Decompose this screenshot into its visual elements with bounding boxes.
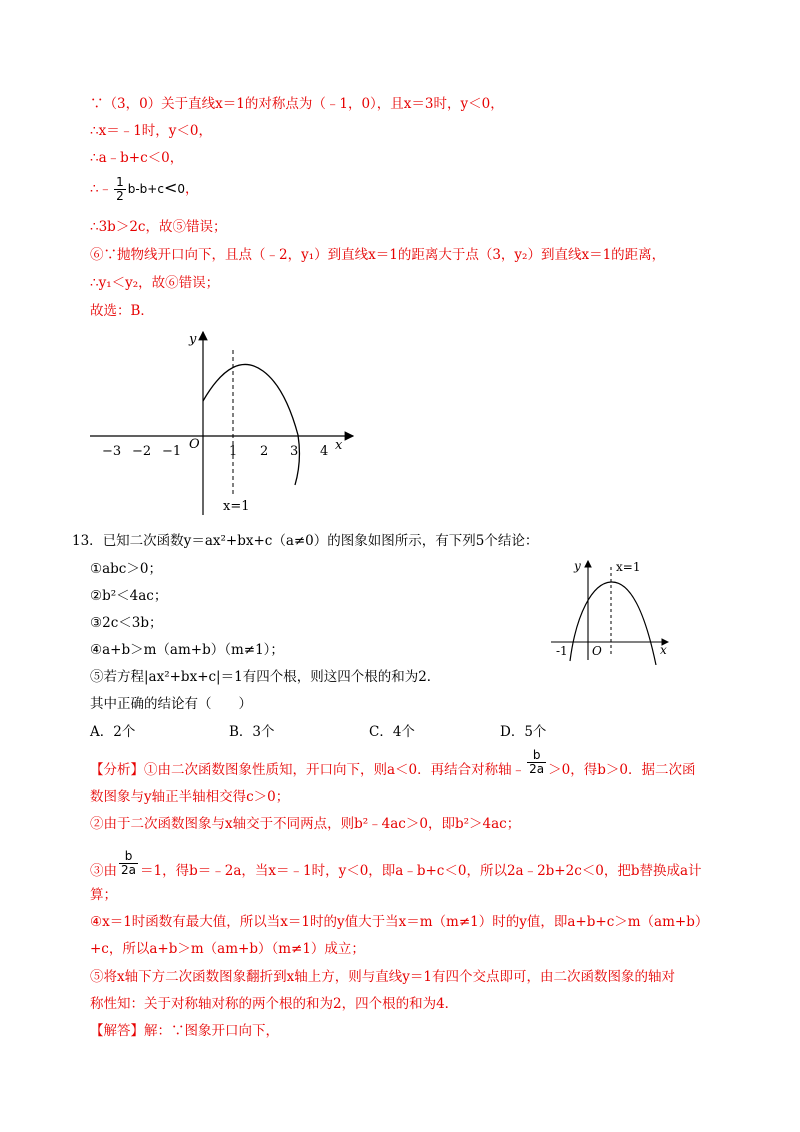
- line4-end: ，: [185, 181, 199, 197]
- origin-label: O: [592, 644, 602, 658]
- fraction-b-over-2a: [527, 749, 546, 776]
- y-axis-label: y: [189, 332, 197, 347]
- line4-suffix: b-b+c: [127, 182, 164, 196]
- parabola-graph-2: [548, 555, 678, 665]
- question-text: 已知二次函数y＝ax²+bx+c（a≠0）的图象如图所示，有下列5个结论：: [102, 533, 539, 549]
- answer-tag: 【解答】: [90, 1023, 144, 1039]
- fraction-neg-b-over-2a: [119, 850, 138, 877]
- option-b: B．3个: [229, 724, 275, 740]
- y-axis-label: y: [574, 559, 581, 573]
- statement-5: ⑤若方程|ax²+bx+c|＝1有四个根，则这四个根的和为2．: [90, 669, 441, 685]
- frac-numerator: b: [527, 749, 546, 763]
- analysis-p2: ②由于二次函数图象与x轴交于不同两点，则b²﹣4ac＞0，即b²＞4ac；: [90, 816, 521, 832]
- origin-label: O: [189, 437, 200, 452]
- answer-line: [90, 1021, 279, 1041]
- solution-line-4: [90, 176, 199, 203]
- analysis-tag: 【分析】: [90, 762, 144, 778]
- frac-numerator: 1: [116, 175, 124, 189]
- statement-4: ④a+b＞m（am+b）（m≠1）；: [90, 642, 284, 658]
- analysis-p3: [90, 849, 702, 885]
- statement-3: ③2c＜3b；: [90, 615, 163, 631]
- analysis-p1a: ①由二次函数图象性质知，开口向下，则a＜0．再结合对称轴﹣: [144, 762, 526, 778]
- analysis-p4-cont: +c，所以a+b＞m（am+b）（m≠1）成立；: [90, 941, 365, 957]
- line4-prefix: ∴﹣: [90, 181, 113, 197]
- solution-line-6: ⑥∵抛物线开口向下，且点（﹣2，y₁）到直线x＝1的距离大于点（3，y₂）到直线x＝1的距离，: [90, 247, 666, 263]
- statement-1: ①abc＞0；: [90, 561, 162, 577]
- option-d: D．5个: [500, 724, 547, 740]
- parabola-curve: [203, 364, 299, 485]
- tick-neg2: −2: [132, 444, 152, 459]
- analysis-p5-cont: 称性知：关于对称轴对称的两个根的和为2，四个根的和为4．: [90, 996, 459, 1012]
- question-stem: [72, 531, 538, 551]
- parabola-curve: [570, 582, 656, 665]
- question-prompt: 其中正确的结论有（ ）: [90, 696, 252, 712]
- frac-numerator: b: [119, 850, 138, 864]
- question-number: 13．: [72, 533, 103, 549]
- tick-4: 4: [320, 444, 329, 459]
- analysis-p5: ⑤将x轴下方二次函数图象翻折到x轴上方，则与直线y＝1有四个交点即可，由二次函数图象的轴对: [90, 969, 675, 985]
- x-axis-label: x: [660, 643, 667, 657]
- analysis-p3b: ＝1，得b＝﹣2a，当x＝﹣1时，y＜0，即a﹣b+c＜0，所以2a﹣2b+2c＜0，把b替换成a计: [140, 863, 702, 879]
- solution-line-8: 故选：B．: [90, 303, 154, 319]
- frac-denominator: 2a: [121, 863, 136, 877]
- solution-line-3: ∴a﹣b+c＜0，: [90, 150, 184, 166]
- analysis-p3-cont: 算；: [90, 887, 117, 903]
- analysis-p1b: ＞0，得b＞0．据二次函: [548, 762, 696, 778]
- symmetry-axis-label: x=1: [616, 560, 641, 574]
- analysis-p3a: ③由: [90, 863, 117, 879]
- analysis-p1-cont: 数图象与y轴正半轴相交得c＞0；: [90, 789, 290, 805]
- symmetry-axis-label: x=1: [223, 499, 250, 514]
- option-a: A．2个: [90, 724, 136, 740]
- tick-neg3: −3: [102, 444, 122, 459]
- x-axis-label: x: [335, 438, 343, 453]
- solution-line-1: ∵（3，0）关于直线x＝1的对称点为（﹣1，0），且x＝3时，y＜0，: [90, 96, 504, 112]
- tick-3: 3: [290, 444, 299, 459]
- frac-denominator: 2a: [529, 762, 545, 776]
- zero: 0: [177, 182, 185, 196]
- parabola-graph-1: [85, 325, 365, 520]
- option-c: C．4个: [369, 724, 415, 740]
- solution-line-7: ∴y₁＜y₂，故⑥错误；: [90, 275, 220, 291]
- analysis-p4: ④x＝1时函数有最大值，所以当x＝1时的y值大于当x＝m（m≠1）时的y值，即a+b+c＞m（am+b）: [90, 914, 709, 930]
- frac-denominator: 2: [116, 189, 124, 203]
- tick-2: 2: [260, 444, 269, 459]
- fraction-half: [114, 176, 126, 203]
- solution-line-5: ∴3b＞2c，故⑤错误；: [90, 219, 227, 235]
- statement-2: ②b²＜4ac；: [90, 588, 168, 604]
- neg-one-label: -1: [556, 644, 568, 658]
- analysis-p1: [90, 748, 696, 784]
- tick-1: 1: [229, 444, 238, 459]
- less-than-symbol: <: [163, 178, 178, 197]
- answer-text: 解：∵图象开口向下，: [144, 1023, 279, 1039]
- solution-line-2: ∴x＝﹣1时，y＜0，: [90, 123, 213, 139]
- tick-neg1: −1: [162, 444, 182, 459]
